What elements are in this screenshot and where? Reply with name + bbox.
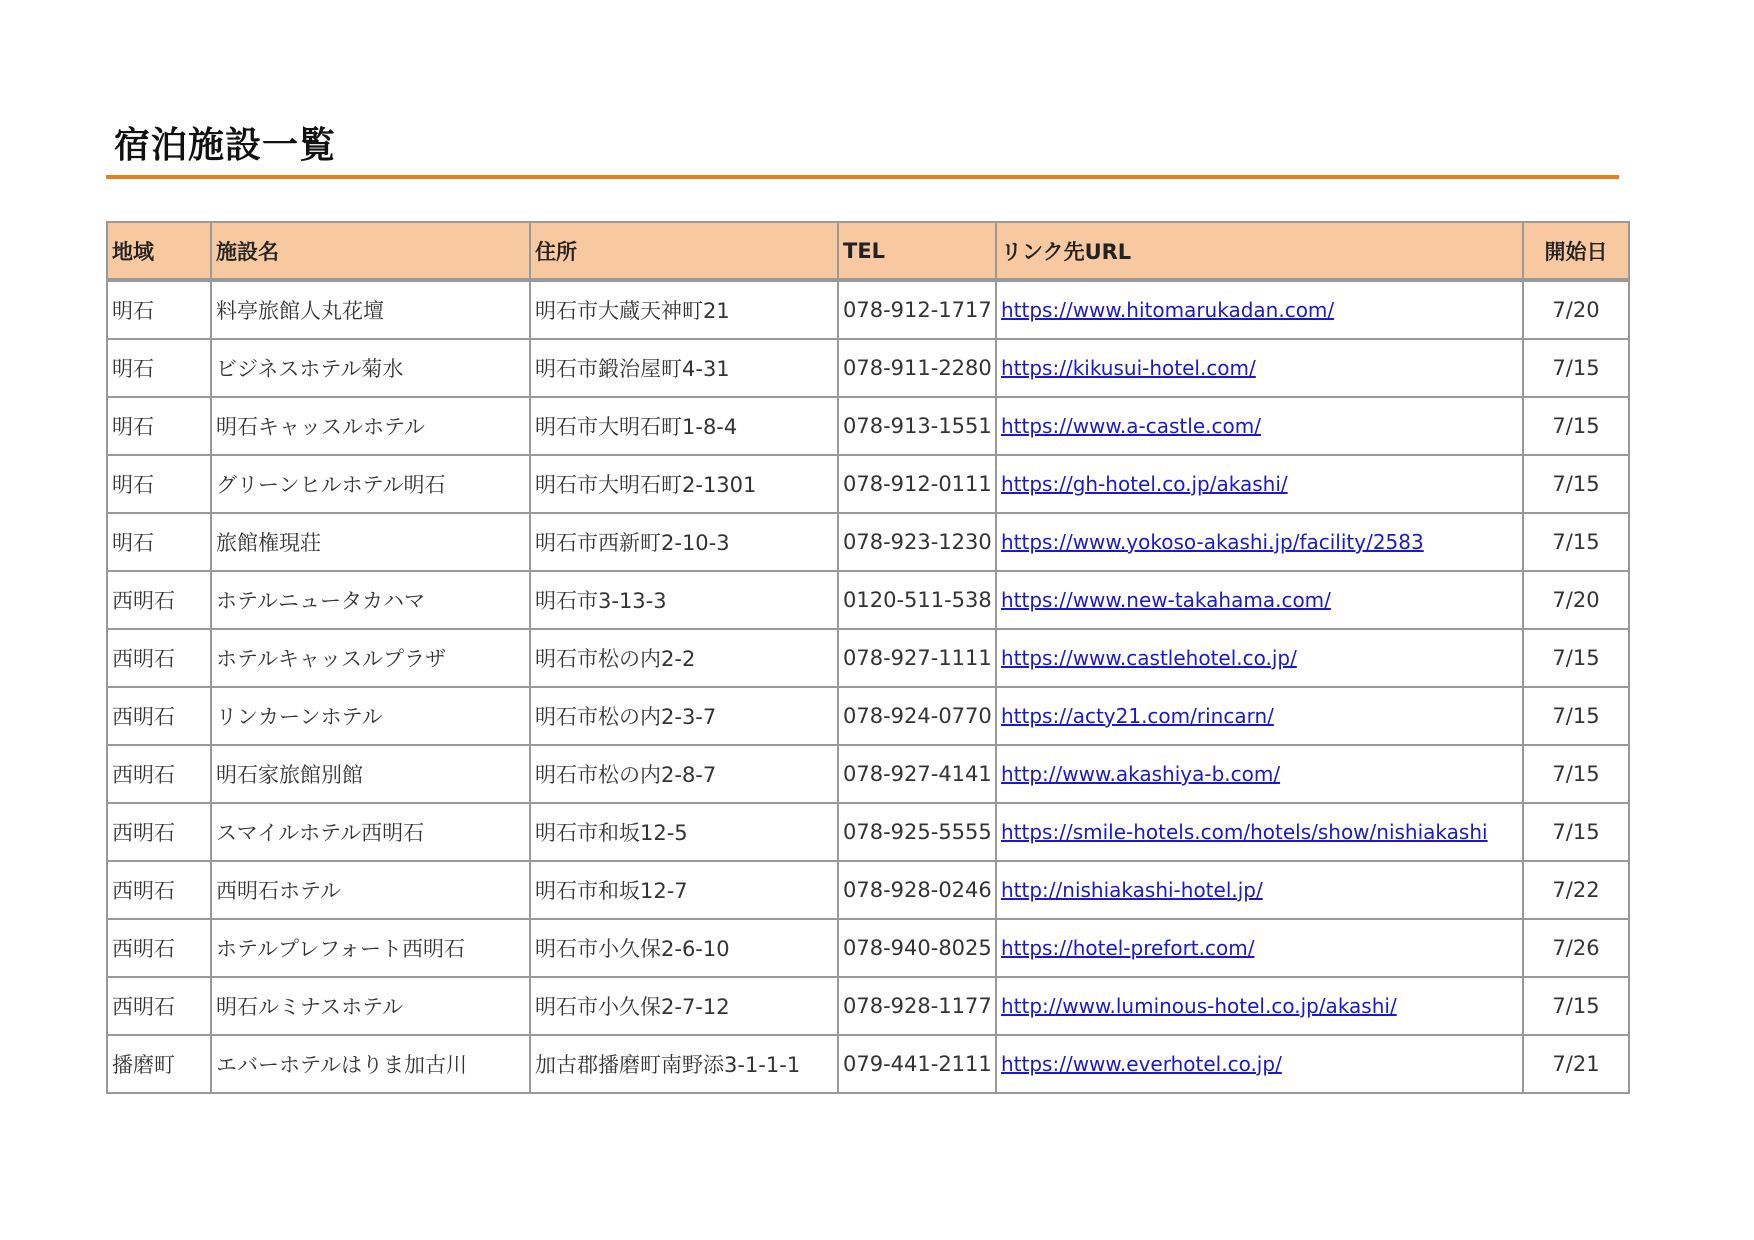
cell-address: 明石市大蔵天神町21 bbox=[530, 280, 838, 339]
cell-url bbox=[996, 919, 1523, 977]
cell-name: 明石ルミナスホテル bbox=[211, 977, 530, 1035]
facility-link[interactable]: http://www.akashiya-b.com/ bbox=[1001, 762, 1281, 786]
cell-name: スマイルホテル西明石 bbox=[211, 803, 530, 861]
cell-start-date: 7/15 bbox=[1523, 513, 1629, 571]
cell-tel: 078-940-8025 bbox=[838, 919, 996, 977]
cell-address: 明石市松の内2-8-7 bbox=[530, 745, 838, 803]
facility-link[interactable]: https://gh-hotel.co.jp/akashi/ bbox=[1001, 472, 1288, 496]
cell-tel: 079-441-2111 bbox=[838, 1035, 996, 1093]
table-row bbox=[107, 919, 1629, 977]
facility-link[interactable]: http://www.luminous-hotel.co.jp/akashi/ bbox=[1001, 994, 1397, 1018]
cell-tel: 078-927-4141 bbox=[838, 745, 996, 803]
cell-url bbox=[996, 513, 1523, 571]
cell-region: 明石 bbox=[107, 513, 211, 571]
facility-link[interactable]: https://www.castlehotel.co.jp/ bbox=[1001, 646, 1297, 670]
cell-tel: 078-928-1177 bbox=[838, 977, 996, 1035]
header-start-date: 開始日 bbox=[1523, 222, 1629, 280]
table-row bbox=[107, 629, 1629, 687]
cell-start-date: 7/15 bbox=[1523, 687, 1629, 745]
cell-start-date: 7/15 bbox=[1523, 629, 1629, 687]
table-row bbox=[107, 861, 1629, 919]
cell-address: 明石市松の内2-2 bbox=[530, 629, 838, 687]
cell-url bbox=[996, 571, 1523, 629]
cell-name: 西明石ホテル bbox=[211, 861, 530, 919]
table-body bbox=[107, 280, 1629, 1093]
cell-region: 西明石 bbox=[107, 687, 211, 745]
table-row bbox=[107, 1035, 1629, 1093]
facility-link[interactable]: https://kikusui-hotel.com/ bbox=[1001, 356, 1256, 380]
cell-start-date: 7/15 bbox=[1523, 745, 1629, 803]
cell-name: エバーホテルはりま加古川 bbox=[211, 1035, 530, 1093]
cell-region: 西明石 bbox=[107, 629, 211, 687]
cell-address: 加古郡播磨町南野添3-1-1-1 bbox=[530, 1035, 838, 1093]
facility-link[interactable]: http://nishiakashi-hotel.jp/ bbox=[1001, 878, 1263, 902]
cell-region: 西明石 bbox=[107, 803, 211, 861]
cell-name: 明石家旅館別館 bbox=[211, 745, 530, 803]
cell-address: 明石市鍛治屋町4-31 bbox=[530, 339, 838, 397]
cell-region: 西明石 bbox=[107, 919, 211, 977]
cell-region: 西明石 bbox=[107, 745, 211, 803]
cell-url bbox=[996, 397, 1523, 455]
cell-start-date: 7/15 bbox=[1523, 977, 1629, 1035]
cell-region: 西明石 bbox=[107, 571, 211, 629]
table-header-row bbox=[107, 222, 1629, 280]
header-address: 住所 bbox=[530, 222, 838, 280]
cell-name: 旅館権現荘 bbox=[211, 513, 530, 571]
table-row bbox=[107, 977, 1629, 1035]
title-underline bbox=[106, 175, 1619, 179]
cell-region: 明石 bbox=[107, 339, 211, 397]
cell-region: 西明石 bbox=[107, 977, 211, 1035]
cell-url bbox=[996, 745, 1523, 803]
cell-address: 明石市大明石町2-1301 bbox=[530, 455, 838, 513]
header-tel: TEL bbox=[838, 222, 996, 280]
cell-region: 明石 bbox=[107, 397, 211, 455]
facility-link[interactable]: https://www.yokoso-akashi.jp/facility/2583 bbox=[1001, 530, 1424, 554]
facility-link[interactable]: https://acty21.com/rincarn/ bbox=[1001, 704, 1274, 728]
cell-name: グリーンヒルホテル明石 bbox=[211, 455, 530, 513]
cell-tel: 078-923-1230 bbox=[838, 513, 996, 571]
table-row bbox=[107, 513, 1629, 571]
header-url: リンク先URL bbox=[996, 222, 1523, 280]
cell-tel: 0120-511-538 bbox=[838, 571, 996, 629]
facility-link[interactable]: https://www.everhotel.co.jp/ bbox=[1001, 1052, 1282, 1076]
facility-table bbox=[106, 221, 1630, 1094]
cell-address: 明石市松の内2-3-7 bbox=[530, 687, 838, 745]
table-row bbox=[107, 455, 1629, 513]
cell-address: 明石市小久保2-7-12 bbox=[530, 977, 838, 1035]
cell-tel: 078-928-0246 bbox=[838, 861, 996, 919]
cell-tel: 078-912-1717 bbox=[838, 280, 996, 339]
cell-start-date: 7/20 bbox=[1523, 571, 1629, 629]
page-title: 宿泊施設一覧 bbox=[114, 125, 337, 166]
cell-name: 明石キャッスルホテル bbox=[211, 397, 530, 455]
cell-name: ホテルキャッスルプラザ bbox=[211, 629, 530, 687]
cell-start-date: 7/15 bbox=[1523, 339, 1629, 397]
facility-link[interactable]: https://hotel-prefort.com/ bbox=[1001, 936, 1255, 960]
cell-name: ビジネスホテル菊水 bbox=[211, 339, 530, 397]
cell-tel: 078-924-0770 bbox=[838, 687, 996, 745]
cell-address: 明石市小久保2-6-10 bbox=[530, 919, 838, 977]
table-row bbox=[107, 339, 1629, 397]
cell-name: リンカーンホテル bbox=[211, 687, 530, 745]
cell-url bbox=[996, 339, 1523, 397]
facility-link[interactable]: https://smile-hotels.com/hotels/show/nishiakashi bbox=[1001, 820, 1488, 844]
cell-region: 明石 bbox=[107, 455, 211, 513]
cell-start-date: 7/26 bbox=[1523, 919, 1629, 977]
cell-name: ホテルニュータカハマ bbox=[211, 571, 530, 629]
facility-link[interactable]: https://www.hitomarukadan.com/ bbox=[1001, 298, 1335, 322]
cell-url bbox=[996, 687, 1523, 745]
cell-url bbox=[996, 977, 1523, 1035]
cell-url bbox=[996, 280, 1523, 339]
facility-link[interactable]: https://www.new-takahama.com/ bbox=[1001, 588, 1331, 612]
table-row bbox=[107, 571, 1629, 629]
cell-address: 明石市西新町2-10-3 bbox=[530, 513, 838, 571]
table-row bbox=[107, 745, 1629, 803]
header-name: 施設名 bbox=[211, 222, 530, 280]
cell-region: 播磨町 bbox=[107, 1035, 211, 1093]
cell-url bbox=[996, 1035, 1523, 1093]
cell-address: 明石市3-13-3 bbox=[530, 571, 838, 629]
cell-url bbox=[996, 455, 1523, 513]
cell-tel: 078-912-0111 bbox=[838, 455, 996, 513]
table-row bbox=[107, 803, 1629, 861]
cell-tel: 078-911-2280 bbox=[838, 339, 996, 397]
cell-start-date: 7/15 bbox=[1523, 455, 1629, 513]
cell-url bbox=[996, 861, 1523, 919]
cell-url bbox=[996, 803, 1523, 861]
cell-start-date: 7/21 bbox=[1523, 1035, 1629, 1093]
cell-start-date: 7/20 bbox=[1523, 280, 1629, 339]
cell-name: ホテルプレフォート西明石 bbox=[211, 919, 530, 977]
cell-tel: 078-927-1111 bbox=[838, 629, 996, 687]
cell-address: 明石市和坂12-7 bbox=[530, 861, 838, 919]
cell-url bbox=[996, 629, 1523, 687]
table-row bbox=[107, 280, 1629, 339]
cell-start-date: 7/22 bbox=[1523, 861, 1629, 919]
cell-address: 明石市和坂12-5 bbox=[530, 803, 838, 861]
cell-tel: 078-913-1551 bbox=[838, 397, 996, 455]
cell-address: 明石市大明石町1-8-4 bbox=[530, 397, 838, 455]
cell-tel: 078-925-5555 bbox=[838, 803, 996, 861]
cell-region: 明石 bbox=[107, 280, 211, 339]
facility-link[interactable]: https://www.a-castle.com/ bbox=[1001, 414, 1261, 438]
header-region: 地域 bbox=[107, 222, 211, 280]
cell-start-date: 7/15 bbox=[1523, 397, 1629, 455]
table-row bbox=[107, 397, 1629, 455]
table-row bbox=[107, 687, 1629, 745]
cell-region: 西明石 bbox=[107, 861, 211, 919]
cell-start-date: 7/15 bbox=[1523, 803, 1629, 861]
cell-name: 料亭旅館人丸花壇 bbox=[211, 280, 530, 339]
